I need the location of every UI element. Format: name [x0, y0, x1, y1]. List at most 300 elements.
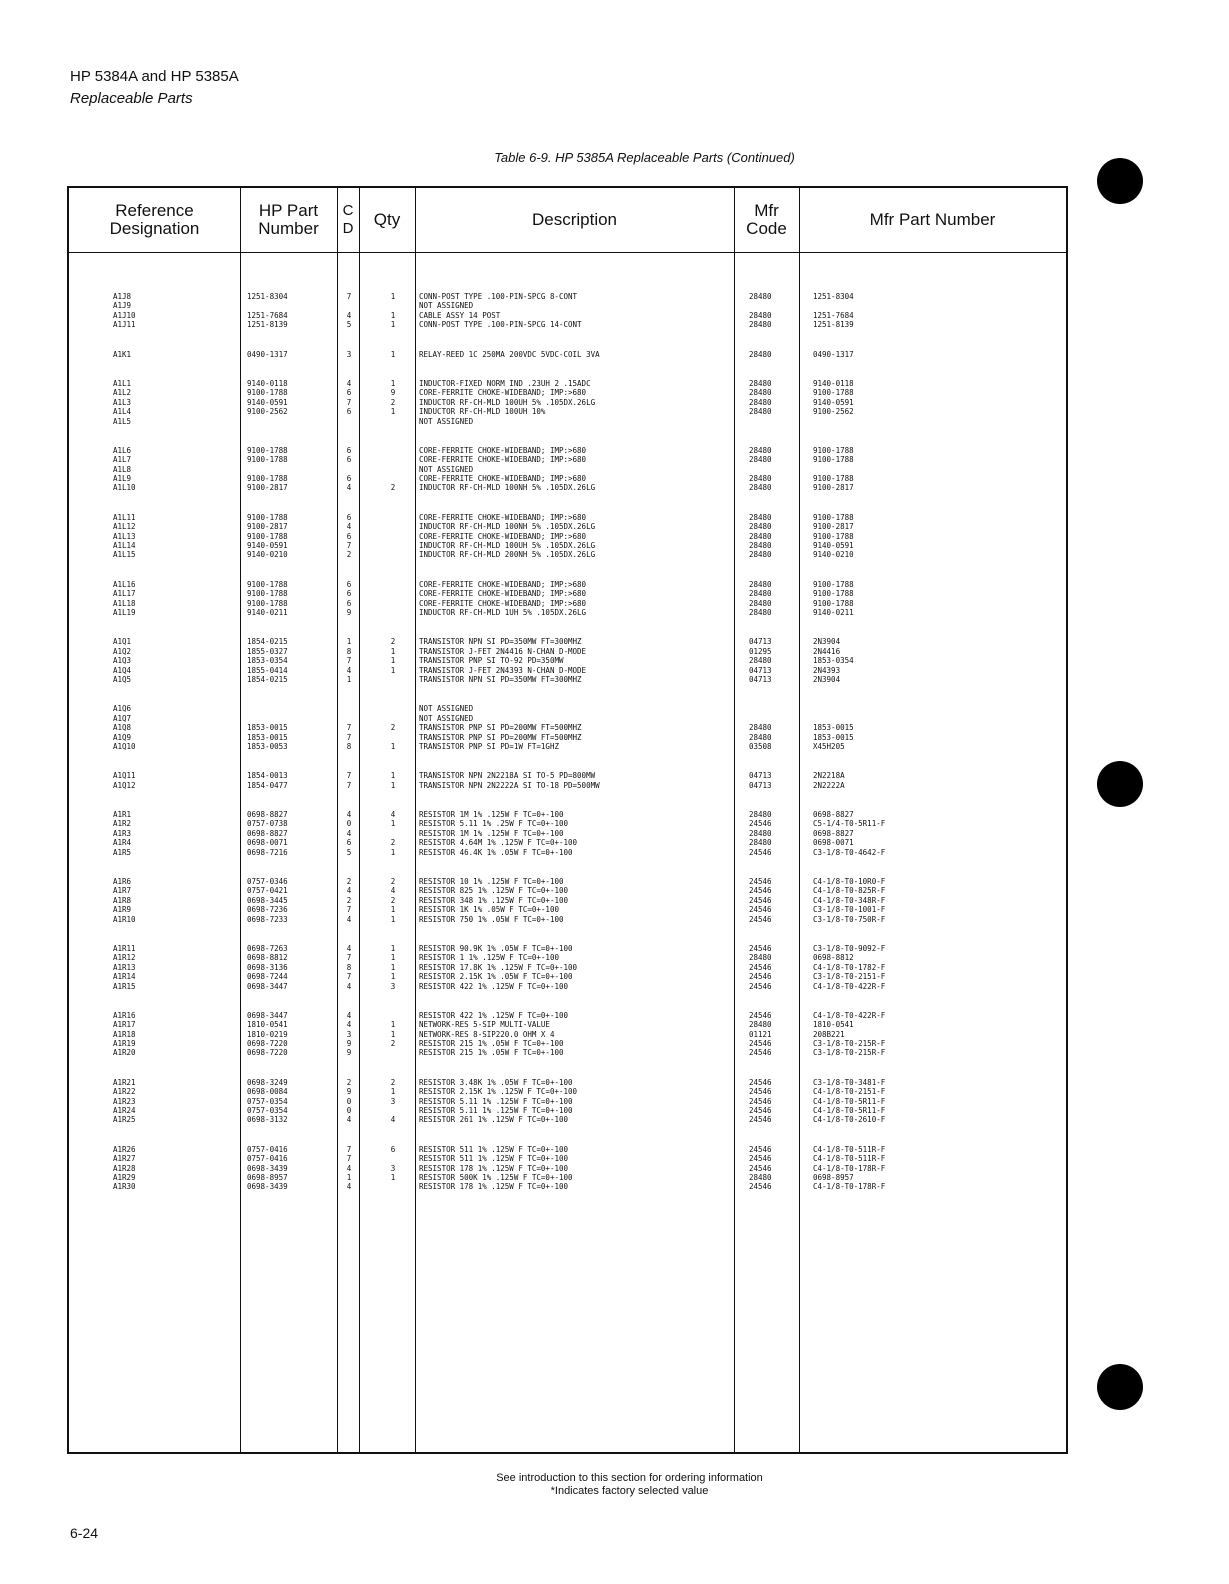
cell-reference: A1L11: [113, 512, 136, 522]
cell-qty: 1: [390, 378, 396, 388]
cell-reference: A1J8: [113, 292, 132, 301]
cell-description: INDUCTOR RF-CH-MLD 100NH 5% .105DX.26LG: [419, 522, 596, 532]
cell-reference: A1L6: [113, 445, 132, 455]
table-row: [69, 379, 1066, 388]
cell-qty: 2: [390, 895, 396, 905]
cell-check-digit: 1: [346, 1173, 352, 1182]
cell-mfr-code: 24546: [749, 943, 772, 953]
page-header: [70, 66, 239, 110]
cell-qty: 4: [390, 810, 396, 820]
cell-description: CONN-POST TYPE .100-PIN-SPCG 14-CONT: [419, 320, 582, 330]
cell-reference: A1R10: [113, 914, 136, 924]
table-row: [69, 637, 1066, 646]
row-group: [69, 292, 1066, 330]
cell-check-digit: 5: [346, 847, 352, 857]
cell-reference: A1R11: [113, 943, 136, 953]
cell-part-number: 9100-1788: [247, 579, 288, 589]
cell-check-digit: 9: [346, 607, 352, 617]
cell-reference: A1Q12: [113, 780, 136, 790]
cell-qty: 1: [390, 972, 396, 982]
cell-qty: 2: [390, 483, 396, 493]
cell-mfr-part-number: C3-1/8-T0-215R-F: [813, 1048, 886, 1058]
cell-part-number: 1855-0327: [247, 646, 288, 656]
cell-mfr-code: 28480: [749, 397, 772, 407]
cell-mfr-part-number: 0698-8957: [813, 1173, 854, 1182]
cell-reference: A1R7: [113, 886, 132, 896]
cell-mfr-part-number: 1810-0541: [813, 1020, 854, 1030]
cell-part-number: 0698-7220: [247, 1048, 288, 1058]
table-row: [69, 838, 1066, 847]
cell-mfr-part-number: C4-1/8-T0-511R-F: [813, 1154, 886, 1164]
table-row: [69, 714, 1066, 723]
cell-check-digit: 4: [346, 810, 352, 820]
cell-check-digit: 6: [346, 838, 352, 848]
cell-mfr-code: 24546: [749, 1096, 772, 1106]
cell-mfr-code: 24546: [749, 981, 772, 991]
cell-reference: A1L8: [113, 464, 132, 474]
table-row: [69, 675, 1066, 684]
cell-reference: A1R13: [113, 962, 136, 972]
footnote: [0, 1472, 1229, 1498]
cell-mfr-part-number: C3-1/8-T0-1001-F: [813, 905, 886, 915]
cell-mfr-code: 04713: [749, 665, 772, 675]
cell-description: CABLE ASSY 14 POST: [419, 310, 501, 320]
table-row: [69, 1078, 1066, 1087]
table-row: [69, 944, 1066, 953]
table-row: [69, 1154, 1066, 1163]
cell-reference: A1R12: [113, 953, 136, 963]
cell-check-digit: 9: [346, 1087, 352, 1097]
cell-qty: 1: [390, 1087, 396, 1097]
cell-part-number: 1810-0541: [247, 1020, 288, 1030]
cell-check-digit: 4: [346, 1010, 352, 1020]
cell-check-digit: 7: [346, 972, 352, 982]
table-caption: Table 6-9. HP 5385A Replaceable Parts (Continued): [494, 150, 795, 165]
cell-description: RESISTOR 1 1% .125W F TC=0+-100: [419, 953, 559, 963]
cell-check-digit: 4: [346, 886, 352, 896]
table-row: [69, 513, 1066, 522]
cell-part-number: 0698-7233: [247, 914, 288, 924]
table-row: [69, 532, 1066, 541]
cell-part-number: 9100-1788: [247, 474, 288, 484]
cell-part-number: 0757-0416: [247, 1154, 288, 1164]
cell-qty: 9: [390, 388, 396, 398]
table-row: [69, 877, 1066, 886]
table-row: [69, 608, 1066, 617]
table-row: [69, 733, 1066, 742]
cell-mfr-part-number: 2N2222A: [813, 780, 845, 790]
row-group: [69, 944, 1066, 991]
cell-mfr-code: 24546: [749, 877, 772, 887]
table-row: [69, 704, 1066, 713]
cell-reference: A1L17: [113, 589, 136, 599]
cell-mfr-part-number: 2N2218A: [813, 771, 845, 781]
cell-description: TRANSISTOR J-FET 2N4416 N-CHAN D-MODE: [419, 646, 587, 656]
cell-mfr-code: 01121: [749, 1029, 772, 1039]
cell-part-number: 0698-7263: [247, 943, 288, 953]
cell-mfr-part-number: 1853-0354: [813, 656, 854, 666]
cell-qty: 1: [390, 905, 396, 915]
cell-description: RESISTOR 348 1% .125W F TC=0+-100: [419, 895, 569, 905]
cell-reference: A1R23: [113, 1096, 136, 1106]
cell-description: TRANSISTOR NPN 2N2218A SI TO-5 PD=800MW: [419, 771, 596, 781]
cell-check-digit: 6: [346, 579, 352, 589]
cell-check-digit: 6: [346, 598, 352, 608]
table-row: [69, 905, 1066, 914]
cell-reference: A1R24: [113, 1106, 136, 1116]
cell-part-number: 9100-2817: [247, 522, 288, 532]
cell-description: RESISTOR 2.15K 1% .125W F TC=0+-100: [419, 1087, 578, 1097]
table-row: [69, 829, 1066, 838]
cell-mfr-code: 24546: [749, 1115, 772, 1125]
cell-qty: 3: [390, 1163, 396, 1173]
cell-reference: A1L19: [113, 607, 136, 617]
cell-check-digit: 0: [346, 1096, 352, 1106]
binder-hole-top: [1097, 158, 1143, 204]
parts-table: [67, 186, 1068, 1454]
table-row: [69, 398, 1066, 407]
cell-qty: 2: [390, 637, 396, 647]
cell-check-digit: 4: [346, 943, 352, 953]
cell-qty: 1: [390, 656, 396, 666]
cell-qty: 2: [390, 838, 396, 848]
cell-part-number: 9100-1788: [247, 512, 288, 522]
cell-check-digit: 4: [346, 981, 352, 991]
cell-check-digit: 6: [346, 407, 352, 417]
cell-mfr-part-number: 9100-2817: [813, 522, 854, 532]
cell-reference: A1L1: [113, 378, 132, 388]
cell-reference: A1R26: [113, 1144, 136, 1154]
cell-reference: A1R1: [113, 810, 132, 820]
column-header-qty: Qty: [373, 210, 401, 229]
table-row: [69, 301, 1066, 310]
cell-qty: 1: [390, 310, 396, 320]
cell-mfr-part-number: 9100-2562: [813, 407, 854, 417]
table-row: [69, 982, 1066, 991]
cell-mfr-code: 04713: [749, 780, 772, 790]
cell-part-number: 9100-2817: [247, 483, 288, 493]
cell-mfr-part-number: C3-1/8-T0-3481-F: [813, 1077, 886, 1087]
cell-qty: 1: [390, 962, 396, 972]
table-body: [69, 292, 1066, 1212]
cell-mfr-code: 01295: [749, 646, 772, 656]
cell-description: NOT ASSIGNED: [419, 416, 474, 426]
cell-qty: 1: [390, 943, 396, 953]
row-group: [69, 1078, 1066, 1125]
cell-check-digit: 6: [346, 512, 352, 522]
cell-mfr-part-number: 9100-1788: [813, 388, 854, 398]
cell-mfr-part-number: 1853-0015: [813, 723, 854, 733]
table-row: [69, 915, 1066, 924]
cell-part-number: 0698-8812: [247, 953, 288, 963]
table-row: [69, 550, 1066, 559]
cell-check-digit: 7: [346, 397, 352, 407]
cell-qty: 2: [390, 723, 396, 733]
row-group: [69, 771, 1066, 790]
cell-reference: A1L7: [113, 455, 132, 465]
cell-mfr-code: 28480: [749, 531, 772, 541]
cell-mfr-code: 28480: [749, 732, 772, 742]
cell-mfr-part-number: 9100-1788: [813, 579, 854, 589]
cell-reference: A1L10: [113, 483, 136, 493]
cell-reference: A1Q7: [113, 713, 132, 723]
cell-check-digit: 1: [346, 674, 352, 684]
cell-part-number: 1853-0015: [247, 732, 288, 742]
cell-part-number: 9140-0591: [247, 541, 288, 551]
cell-mfr-code: 28480: [749, 953, 772, 963]
cell-check-digit: 8: [346, 646, 352, 656]
table-row: [69, 819, 1066, 828]
cell-description: TRANSISTOR PNP SI PD=200MW FT=500MHZ: [419, 723, 582, 733]
cell-description: CORE-FERRITE CHOKE-WIDEBAND; IMP:>680: [419, 512, 587, 522]
cell-part-number: 0757-0346: [247, 877, 288, 887]
table-row: [69, 810, 1066, 819]
cell-check-digit: 7: [346, 541, 352, 551]
page-number: 6-24: [70, 1525, 99, 1541]
cell-part-number: 0698-8957: [247, 1173, 288, 1182]
cell-description: RESISTOR 215 1% .05W F TC=0+-100: [419, 1048, 564, 1058]
cell-mfr-part-number: 2N4416: [813, 646, 841, 656]
column-header-description: Description: [531, 210, 618, 229]
cell-reference: A1L9: [113, 474, 132, 484]
cell-description: TRANSISTOR NPN 2N2222A SI TO-18 PD=500MW: [419, 780, 600, 790]
cell-reference: A1R27: [113, 1154, 136, 1164]
cell-mfr-code: 04713: [749, 674, 772, 684]
cell-mfr-part-number: C4-1/8-T0-10R0-F: [813, 877, 886, 887]
cell-qty: 2: [390, 877, 396, 887]
cell-check-digit: 8: [346, 962, 352, 972]
cell-reference: A1K1: [113, 349, 132, 359]
table-row: [69, 1048, 1066, 1057]
table-row: [69, 446, 1066, 455]
cell-part-number: 0757-0416: [247, 1144, 288, 1154]
cell-reference: A1R19: [113, 1039, 136, 1049]
cell-description: RESISTOR 2.15K 1% .05W F TC=0+-100: [419, 972, 573, 982]
cell-description: RESISTOR 10 1% .125W F TC=0+-100: [419, 877, 564, 887]
table-row: [69, 311, 1066, 320]
cell-reference: A1R6: [113, 877, 132, 887]
cell-mfr-part-number: 9100-2817: [813, 483, 854, 493]
cell-check-digit: 0: [346, 819, 352, 829]
cell-part-number: 0698-7216: [247, 847, 288, 857]
cell-reference: A1L5: [113, 416, 132, 426]
cell-mfr-part-number: 9100-1788: [813, 445, 854, 455]
cell-mfr-code: 28480: [749, 474, 772, 484]
cell-qty: 4: [390, 886, 396, 896]
row-group: [69, 704, 1066, 751]
cell-description: TRANSISTOR J-FET 2N4393 N-CHAN D-MODE: [419, 665, 587, 675]
cell-reference: A1R15: [113, 981, 136, 991]
table-row: [69, 474, 1066, 483]
cell-reference: A1Q1: [113, 637, 132, 647]
cell-part-number: 0698-8827: [247, 810, 288, 820]
row-group: [69, 580, 1066, 618]
cell-mfr-part-number: C3-1/8-T0-9092-F: [813, 943, 886, 953]
table-row: [69, 666, 1066, 675]
cell-check-digit: 5: [346, 320, 352, 330]
cell-reference: A1J10: [113, 310, 136, 320]
cell-mfr-part-number: 0698-8812: [813, 953, 854, 963]
cell-description: RESISTOR 178 1% .125W F TC=0+-100: [419, 1182, 569, 1192]
cell-mfr-part-number: 0490-1317: [813, 349, 854, 359]
cell-part-number: 9140-0118: [247, 378, 288, 388]
cell-qty: 1: [390, 1173, 396, 1182]
column-header-mfr-code: Mfr Code: [746, 201, 787, 238]
table-row: [69, 1020, 1066, 1029]
cell-mfr-code: 24546: [749, 1039, 772, 1049]
cell-description: RESISTOR 4.64M 1% .125W F TC=0+-100: [419, 838, 578, 848]
cell-mfr-part-number: C4-1/8-T0-178R-F: [813, 1182, 886, 1192]
cell-check-digit: 6: [346, 445, 352, 455]
cell-qty: 1: [390, 1020, 396, 1030]
table-row: [69, 848, 1066, 857]
cell-description: NOT ASSIGNED: [419, 713, 474, 723]
cell-mfr-code: 28480: [749, 598, 772, 608]
cell-reference: A1Q9: [113, 732, 132, 742]
table-row: [69, 388, 1066, 397]
cell-mfr-code: 24546: [749, 1106, 772, 1116]
cell-part-number: 1810-0219: [247, 1029, 288, 1039]
table-row: [69, 896, 1066, 905]
cell-qty: 2: [390, 1039, 396, 1049]
cell-mfr-code: 24546: [749, 1087, 772, 1097]
cell-part-number: 0757-0354: [247, 1106, 288, 1116]
cell-reference: A1Q11: [113, 771, 136, 781]
cell-mfr-code: 28480: [749, 455, 772, 465]
table-row: [69, 1182, 1066, 1191]
cell-description: NOT ASSIGNED: [419, 704, 474, 714]
cell-mfr-part-number: 9140-0591: [813, 397, 854, 407]
cell-qty: 1: [390, 780, 396, 790]
table-row: [69, 963, 1066, 972]
cell-description: CORE-FERRITE CHOKE-WIDEBAND; IMP:>680: [419, 589, 587, 599]
cell-check-digit: 4: [346, 1182, 352, 1192]
cell-description: NETWORK-RES 5-SIP MULTI-VALUE: [419, 1020, 550, 1030]
cell-qty: 1: [390, 349, 396, 359]
cell-mfr-part-number: 0698-8827: [813, 810, 854, 820]
cell-mfr-part-number: 2N3904: [813, 674, 841, 684]
cell-mfr-code: 24546: [749, 972, 772, 982]
footnote-factory-selected: *Indicates factory selected value: [550, 1485, 709, 1497]
cell-mfr-code: 28480: [749, 656, 772, 666]
cell-mfr-part-number: C4-1/8-T0-422R-F: [813, 981, 886, 991]
table-row: [69, 455, 1066, 464]
cell-check-digit: 4: [346, 310, 352, 320]
cell-check-digit: 4: [346, 828, 352, 838]
cell-check-digit: 2: [346, 1077, 352, 1087]
cell-description: CORE-FERRITE CHOKE-WIDEBAND; IMP:>680: [419, 531, 587, 541]
cell-mfr-code: 24546: [749, 1077, 772, 1087]
cell-reference: A1Q4: [113, 665, 132, 675]
cell-qty: 1: [390, 665, 396, 675]
table-row: [69, 1011, 1066, 1020]
cell-part-number: 0698-8827: [247, 828, 288, 838]
cell-check-digit: 3: [346, 349, 352, 359]
cell-mfr-code: 24546: [749, 1144, 772, 1154]
cell-qty: 1: [390, 847, 396, 857]
cell-part-number: 9100-1788: [247, 598, 288, 608]
binder-hole-middle: [1097, 761, 1143, 807]
cell-check-digit: 4: [346, 914, 352, 924]
cell-description: RESISTOR 1M 1% .125W F TC=0+-100: [419, 810, 564, 820]
cell-reference: A1R8: [113, 895, 132, 905]
table-row: [69, 320, 1066, 329]
cell-mfr-part-number: 9140-0591: [813, 541, 854, 551]
cell-mfr-code: 28480: [749, 723, 772, 733]
cell-check-digit: 4: [346, 1115, 352, 1125]
cell-description: CORE-FERRITE CHOKE-WIDEBAND; IMP:>680: [419, 455, 587, 465]
cell-reference: A1L12: [113, 522, 136, 532]
cell-description: INDUCTOR-FIXED NORM IND .23UH 2 .15ADC: [419, 378, 591, 388]
cell-reference: A1R14: [113, 972, 136, 982]
cell-part-number: 9140-0211: [247, 607, 288, 617]
cell-part-number: 9100-1788: [247, 388, 288, 398]
cell-part-number: 0698-7236: [247, 905, 288, 915]
cell-description: RESISTOR 750 1% .05W F TC=0+-100: [419, 914, 564, 924]
cell-mfr-part-number: C5-1/4-T0-5R11-F: [813, 819, 886, 829]
cell-reference: A1L13: [113, 531, 136, 541]
cell-description: CORE-FERRITE CHOKE-WIDEBAND; IMP:>680: [419, 474, 587, 484]
cell-description: INDUCTOR RF-CH-MLD 1UH 5% .105DX.26LG: [419, 607, 587, 617]
column-header-reference: Reference Designation: [109, 201, 200, 238]
table-row: [69, 1173, 1066, 1182]
cell-reference: A1R16: [113, 1010, 136, 1020]
cell-qty: 1: [390, 819, 396, 829]
cell-qty: 1: [390, 407, 396, 417]
cell-mfr-code: 28480: [749, 310, 772, 320]
cell-part-number: 1251-8139: [247, 320, 288, 330]
cell-description: NOT ASSIGNED: [419, 464, 474, 474]
cell-description: CONN-POST TYPE .100-PIN-SPCG 8-CONT: [419, 292, 578, 301]
cell-description: CORE-FERRITE CHOKE-WIDEBAND; IMP:>680: [419, 388, 587, 398]
cell-description: RESISTOR 1K 1% .05W F TC=0+-100: [419, 905, 559, 915]
cell-mfr-part-number: C4-1/8-T0-178R-F: [813, 1163, 886, 1173]
cell-mfr-part-number: C4-1/8-T0-348R-F: [813, 895, 886, 905]
cell-reference: A1L4: [113, 407, 132, 417]
cell-mfr-part-number: 0698-0071: [813, 838, 854, 848]
cell-check-digit: 7: [346, 1144, 352, 1154]
cell-description: RESISTOR 1M 1% .125W F TC=0+-100: [419, 828, 564, 838]
cell-part-number: 9100-1788: [247, 445, 288, 455]
cell-part-number: 1853-0015: [247, 723, 288, 733]
row-group: [69, 513, 1066, 560]
cell-mfr-code: 28480: [749, 810, 772, 820]
cell-description: RESISTOR 511 1% .125W F TC=0+-100: [419, 1154, 569, 1164]
table-row: [69, 522, 1066, 531]
cell-mfr-part-number: C3-1/8-T0-4642-F: [813, 847, 886, 857]
cell-mfr-code: 28480: [749, 522, 772, 532]
cell-part-number: 0698-3447: [247, 1010, 288, 1020]
cell-mfr-part-number: C4-1/8-T0-1782-F: [813, 962, 886, 972]
table-row: [69, 417, 1066, 426]
cell-qty: 1: [390, 320, 396, 330]
cell-description: RESISTOR 215 1% .05W F TC=0+-100: [419, 1039, 564, 1049]
cell-description: RESISTOR 5.11 1% .25W F TC=0+-100: [419, 819, 569, 829]
cell-reference: A1L2: [113, 388, 132, 398]
cell-description: NOT ASSIGNED: [419, 301, 474, 311]
manual-title: HP 5384A and HP 5385A: [70, 68, 239, 85]
cell-mfr-part-number: 1251-8139: [813, 320, 854, 330]
cell-part-number: 0698-3445: [247, 895, 288, 905]
cell-part-number: 1855-0414: [247, 665, 288, 675]
cell-part-number: 0698-3447: [247, 981, 288, 991]
table-row: [69, 1097, 1066, 1106]
cell-description: CORE-FERRITE CHOKE-WIDEBAND; IMP:>680: [419, 445, 587, 455]
cell-reference: A1R25: [113, 1115, 136, 1125]
table-row: [69, 465, 1066, 474]
cell-mfr-code: 28480: [749, 1020, 772, 1030]
header-divider: [69, 252, 1066, 253]
